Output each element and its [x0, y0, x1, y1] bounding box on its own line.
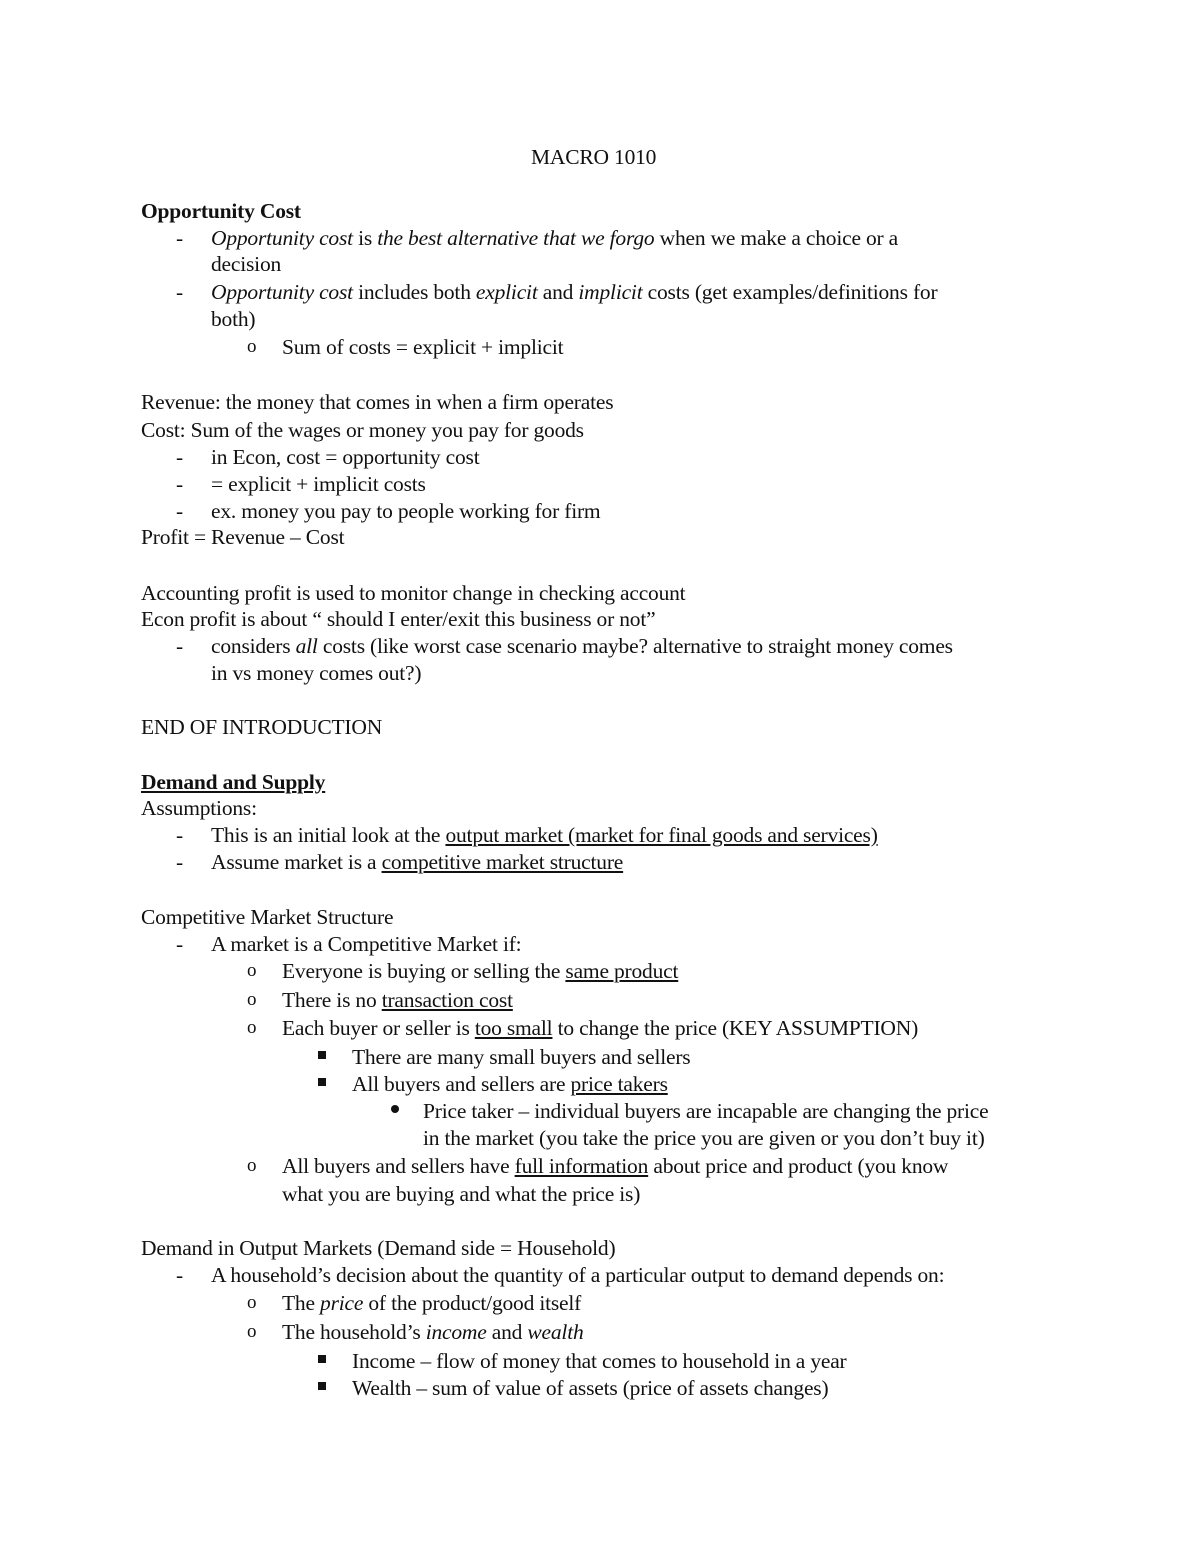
sub-list-item: The household’s income and wealth — [282, 1320, 584, 1344]
dash-marker: - — [176, 932, 184, 956]
list-item: A household’s decision about the quantity of a particular output to demand depends on: — [211, 1263, 945, 1287]
heading-demand-output-markets: Demand in Output Markets (Demand side = Household) — [141, 1236, 616, 1260]
dash-marker: - — [176, 850, 184, 874]
end-of-introduction: END OF INTRODUCTION — [141, 715, 383, 739]
list-item: in Econ, cost = opportunity cost — [211, 445, 480, 469]
square-bullet-icon — [318, 1078, 326, 1086]
heading-competitive-market-structure: Competitive Market Structure — [141, 905, 394, 929]
circle-bullet-icon: o — [247, 1321, 257, 1342]
deep-list-item-continued: in the market (you take the price you are given or you don’t buy it) — [423, 1126, 985, 1150]
document-title: MACRO 1010 — [531, 145, 657, 169]
sub-list-item: The price of the product/good itself — [282, 1291, 582, 1315]
sub-list-item-continued: what you are buying and what the price is) — [282, 1182, 641, 1206]
dash-marker: - — [176, 472, 184, 496]
round-bullet-icon — [391, 1105, 399, 1113]
dash-marker: - — [176, 823, 184, 847]
heading-demand-and-supply: Demand and Supply — [141, 770, 326, 794]
sub-sub-list-item: Income – flow of money that comes to household in a year — [352, 1349, 847, 1373]
circle-bullet-icon: o — [247, 1292, 257, 1313]
square-bullet-icon — [318, 1355, 326, 1363]
list-item-continued: both) — [211, 307, 256, 331]
circle-bullet-icon: o — [247, 1017, 257, 1038]
sub-list-item: All buyers and sellers have full information about price and product (you know — [282, 1154, 949, 1178]
list-item: Opportunity cost is the best alternative that we forgo when we make a choice or a — [211, 226, 898, 250]
circle-bullet-icon: o — [247, 1155, 257, 1176]
circle-bullet-icon: o — [247, 989, 257, 1010]
cost-line: Cost: Sum of the wages or money you pay for goods — [141, 418, 584, 442]
list-item: ex. money you pay to people working for firm — [211, 499, 601, 523]
sub-list-item: Each buyer or seller is too small to change the price (KEY ASSUMPTION) — [282, 1016, 919, 1040]
dash-marker: - — [176, 226, 184, 250]
dash-marker: - — [176, 445, 184, 469]
list-item: Assume market is a competitive market structure — [211, 850, 624, 874]
profit-line: Profit = Revenue – Cost — [141, 525, 345, 549]
dash-marker: - — [176, 1263, 184, 1287]
revenue-line: Revenue: the money that comes in when a firm operates — [141, 390, 614, 414]
square-bullet-icon — [318, 1051, 326, 1059]
accounting-profit-line: Accounting profit is used to monitor change in checking account — [141, 581, 686, 605]
square-bullet-icon — [318, 1382, 326, 1390]
list-item-continued: in vs money comes out?) — [211, 661, 422, 685]
sub-sub-list-item: There are many small buyers and sellers — [352, 1045, 691, 1069]
sub-list-item: Everyone is buying or selling the same product — [282, 959, 679, 983]
sub-sub-list-item: All buyers and sellers are price takers — [352, 1072, 668, 1096]
assumptions-label: Assumptions: — [141, 796, 257, 820]
list-item-continued: decision — [211, 252, 282, 276]
sub-list-item: Sum of costs = explicit + implicit — [282, 335, 564, 359]
sub-list-item: There is no transaction cost — [282, 988, 513, 1012]
list-item: = explicit + implicit costs — [211, 472, 426, 496]
list-item: A market is a Competitive Market if: — [211, 932, 522, 956]
circle-bullet-icon: o — [247, 960, 257, 981]
heading-opportunity-cost: Opportunity Cost — [141, 199, 301, 223]
deep-list-item: Price taker – individual buyers are incapable are changing the price — [423, 1099, 989, 1123]
dash-marker: - — [176, 634, 184, 658]
list-item: Opportunity cost includes both explicit and implicit costs (get examples/definitions for — [211, 280, 938, 304]
dash-marker: - — [176, 499, 184, 523]
dash-marker: - — [176, 280, 184, 304]
econ-profit-line: Econ profit is about “ should I enter/exit this business or not” — [141, 607, 656, 631]
list-item: considers all costs (like worst case scenario maybe? alternative to straight money comes — [211, 634, 953, 658]
circle-bullet-icon: o — [247, 336, 257, 357]
list-item: This is an initial look at the output market (market for final goods and services) — [211, 823, 878, 847]
sub-sub-list-item: Wealth – sum of value of assets (price of assets changes) — [352, 1376, 829, 1400]
